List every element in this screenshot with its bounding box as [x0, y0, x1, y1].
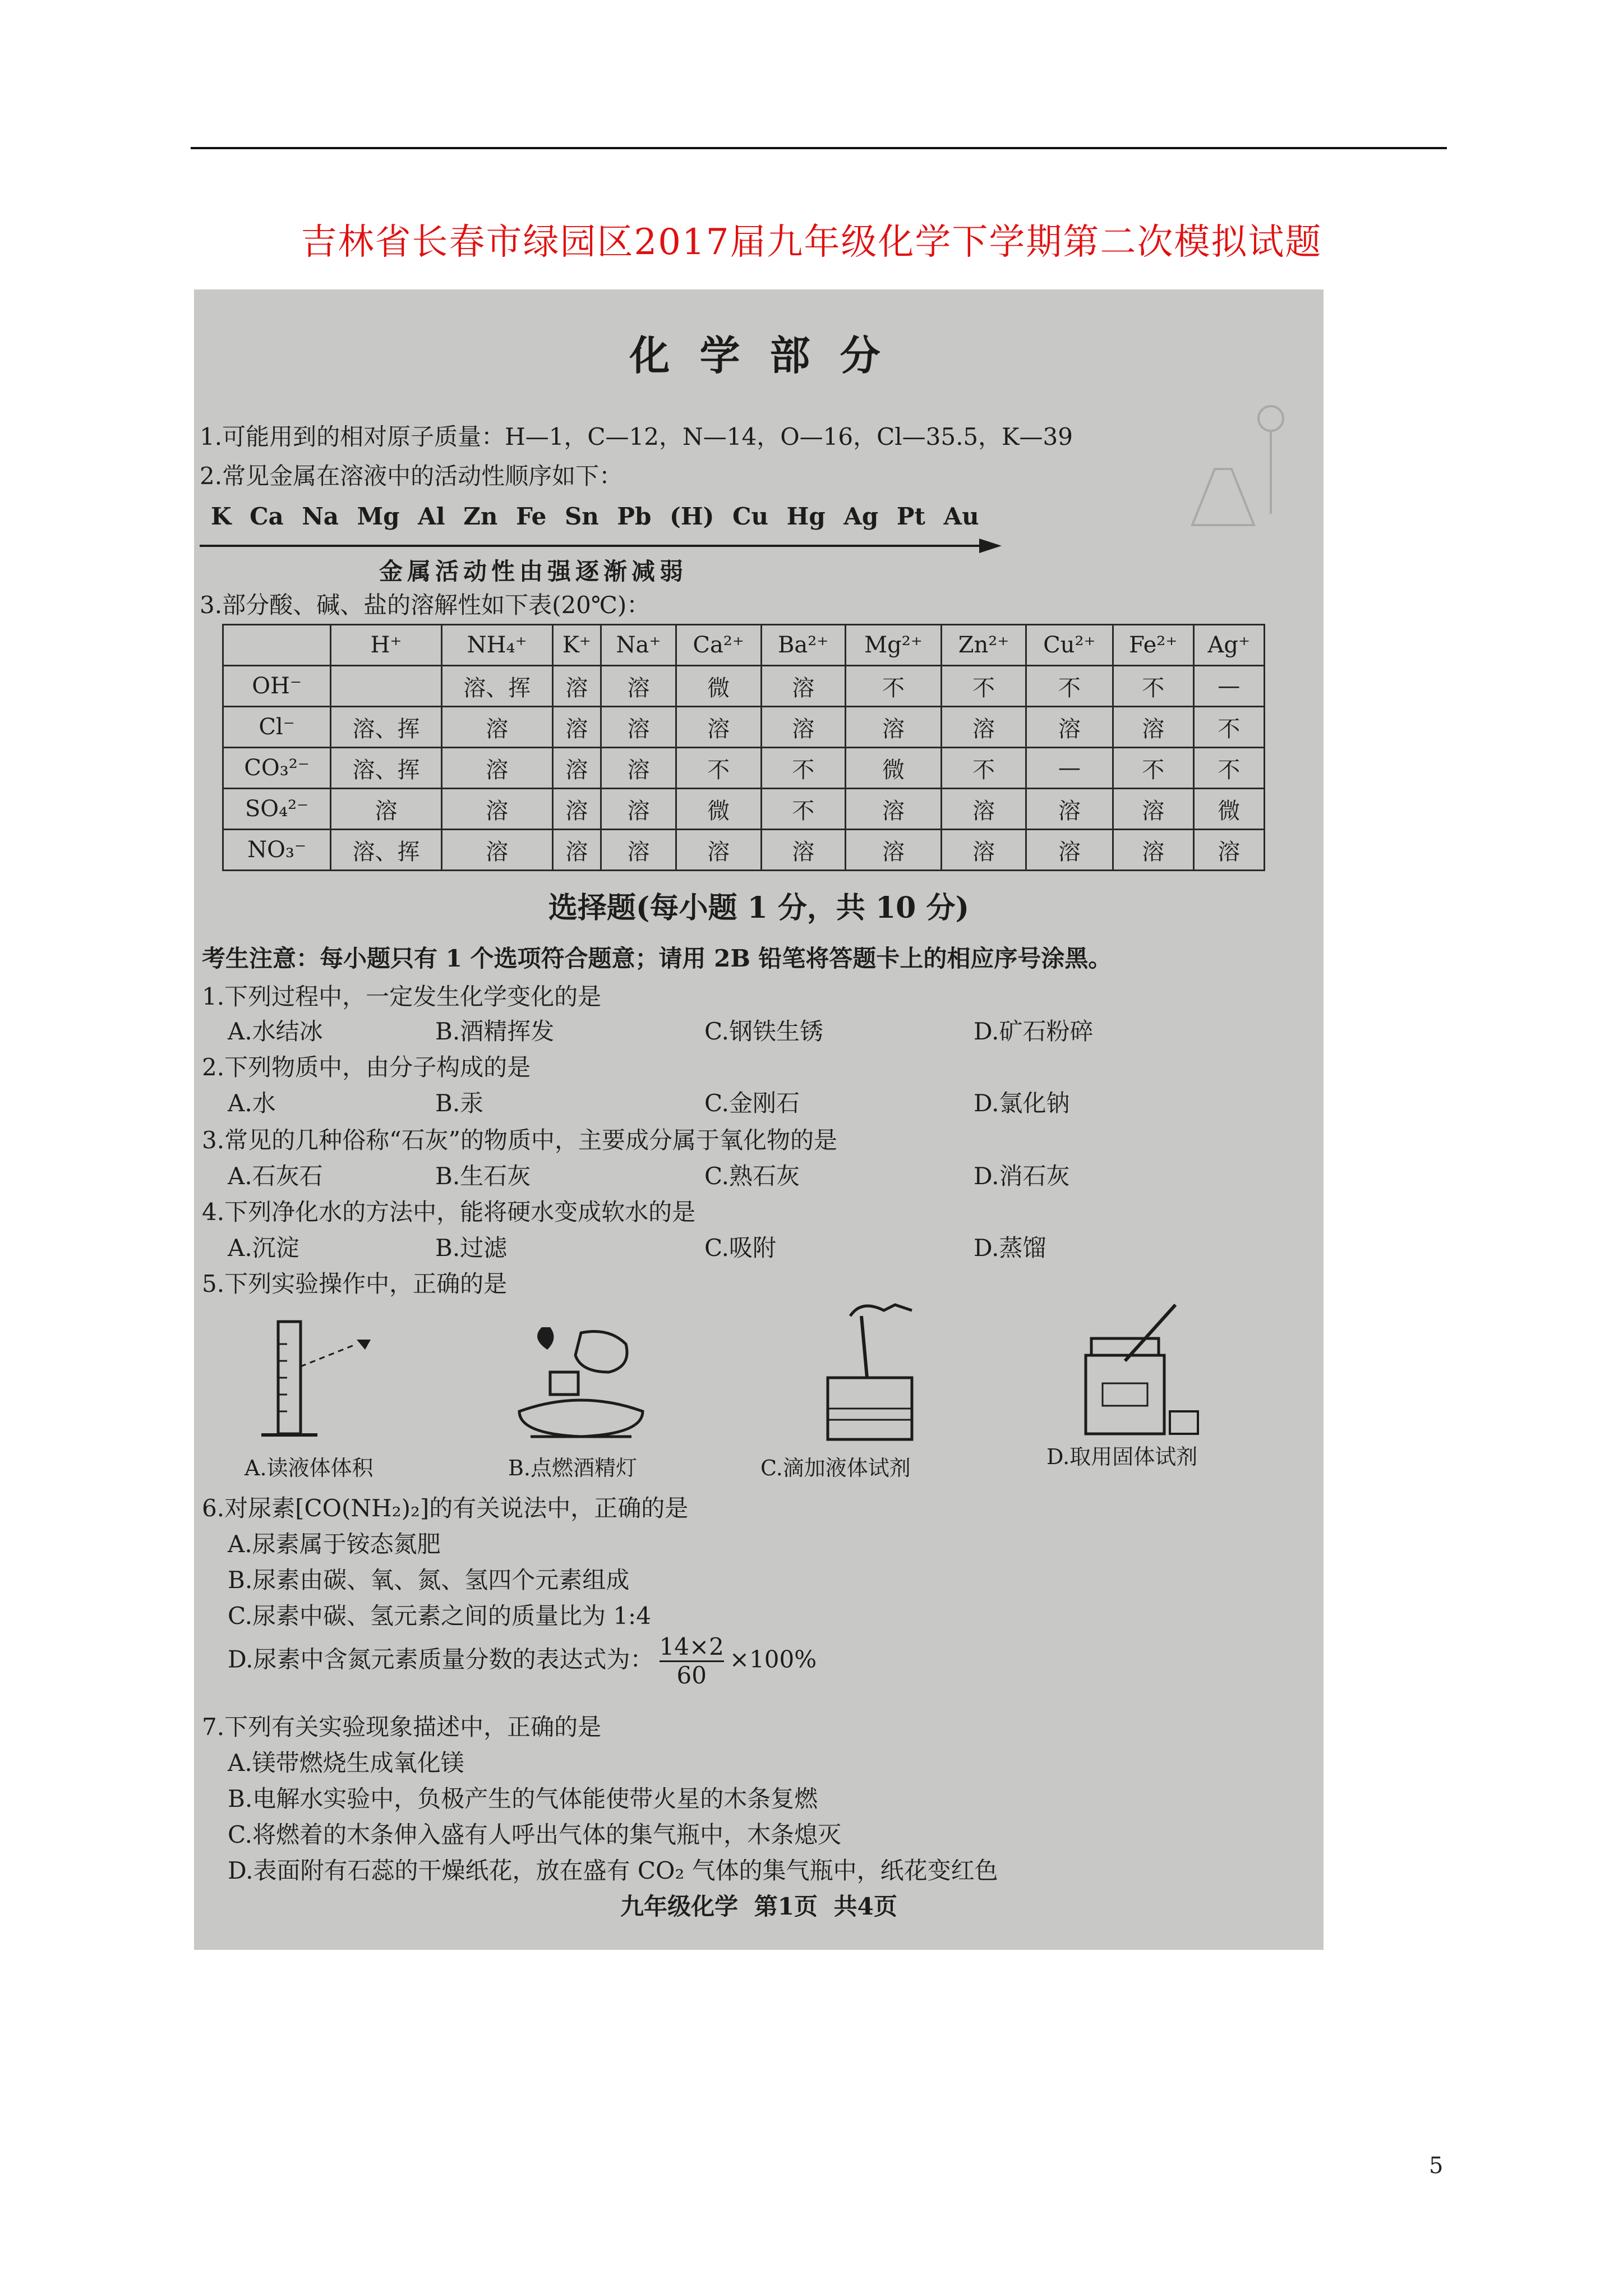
dropper-beaker-figure [783, 1294, 962, 1451]
scanned-page [194, 289, 1324, 1950]
question-7-option-c: C.将燃着的木条伸入盛有人呼出气体的集气瓶中，木条熄灭 [228, 1821, 841, 1848]
table-cell: 溶、挥 [441, 666, 552, 707]
table-cell: 溶 [845, 707, 942, 748]
alcohol-lamp-figure [497, 1310, 665, 1451]
question-6-option-d [228, 1634, 817, 1689]
table-cell [223, 625, 331, 666]
table-cell: — [1193, 666, 1264, 707]
reagent-jar-figure [1063, 1299, 1209, 1445]
table-cell: 溶 [601, 666, 676, 707]
question-6-stem: 6.对尿素[CO(NH₂)₂]的有关说法中，正确的是 [202, 1494, 689, 1522]
table-cell: 溶 [845, 789, 942, 830]
metal-activity-series: K Ca Na Mg Al Zn Fe Sn Pb (H) Cu Hg Ag Pt Au [211, 503, 979, 530]
table-cell: 溶 [441, 707, 552, 748]
table-cell: 溶 [942, 707, 1026, 748]
question-4-stem: 4.下列净化水的方法中，能将硬水变成软水的是 [202, 1198, 696, 1226]
question-2-stem: 2.下列物质中，由分子构成的是 [202, 1053, 531, 1081]
question-1-option-d: D.矿石粉碎 [974, 1018, 1094, 1045]
table-cell: Ca²⁺ [676, 625, 761, 666]
table-cell: 不 [1113, 748, 1193, 789]
table-cell: 不 [942, 748, 1026, 789]
question-2-option-d: D.氯化钠 [974, 1089, 1070, 1117]
table-cell: 溶、挥 [331, 830, 442, 871]
question-5-option-d: D.取用固体试剂 [1046, 1444, 1198, 1469]
table-cell: 溶 [441, 748, 552, 789]
question-4-option-d: D.蒸馏 [974, 1234, 1046, 1262]
table-cell: CO₃²⁻ [223, 748, 331, 789]
table-row [223, 707, 1265, 748]
question-1-option-b: B.酒精挥发 [435, 1018, 555, 1045]
table-cell: 微 [845, 748, 942, 789]
fraction-denominator: 60 [676, 1662, 707, 1689]
table-cell: Na⁺ [601, 625, 676, 666]
scan-footer: 九年级化学 第1页 共4页 [620, 1893, 897, 1920]
table-row [223, 666, 1265, 707]
table-cell [331, 666, 442, 707]
activity-arrow-head [979, 539, 1002, 553]
nitrogen-fraction [660, 1634, 724, 1689]
table-cell: NH₄⁺ [441, 625, 552, 666]
question-5-option-b: B.点燃酒精灯 [508, 1456, 638, 1480]
atomic-mass-line: 1.可能用到的相对原子质量：H—1，C—12，N—14，O—16，Cl—35.5，K—39 [200, 423, 1073, 450]
header-rule [191, 147, 1447, 149]
question-6-option-c: C.尿素中碳、氢元素之间的质量比为 1:4 [228, 1602, 651, 1630]
table-cell: 不 [1113, 666, 1193, 707]
table-cell: SO₄²⁻ [223, 789, 331, 830]
table-cell: 不 [1026, 666, 1113, 707]
table-cell: 溶 [1113, 707, 1193, 748]
question-4-option-b: B.过滤 [435, 1234, 508, 1262]
question-7-option-b: B.电解水实验中，负极产生的气体能使带火星的木条复燃 [228, 1785, 818, 1812]
table-cell: 溶 [601, 748, 676, 789]
table-cell: 溶 [601, 789, 676, 830]
table-cell: 溶 [942, 789, 1026, 830]
table-cell: 溶 [1193, 830, 1264, 871]
table-cell: Zn²⁺ [942, 625, 1026, 666]
table-cell: 溶 [1113, 830, 1193, 871]
table-cell: 溶 [331, 789, 442, 830]
table-cell: 溶 [552, 707, 601, 748]
question-6-option-b: B.尿素由碳、氧、氮、氢四个元素组成 [228, 1566, 630, 1594]
question-4-option-a: A.沉淀 [228, 1234, 299, 1262]
table-cell: 微 [676, 789, 761, 830]
table-cell: 不 [845, 666, 942, 707]
question-1-stem: 1.下列过程中，一定发生化学变化的是 [202, 983, 602, 1010]
table-cell: 溶 [1113, 789, 1193, 830]
table-cell: Ag⁺ [1193, 625, 1264, 666]
table-row [223, 830, 1265, 871]
table-cell: Fe²⁺ [1113, 625, 1193, 666]
table-row [223, 748, 1265, 789]
table-cell: 溶、挥 [331, 707, 442, 748]
question-6-option-d-suffix: ×100% [729, 1645, 817, 1673]
table-cell: 溶 [552, 830, 601, 871]
activity-arrow-label: 金属活动性由强逐渐减弱 [379, 558, 688, 585]
table-cell: H⁺ [331, 625, 442, 666]
question-3-option-c: C.熟石灰 [704, 1162, 800, 1190]
bleed-through-flask [1181, 402, 1310, 547]
table-cell: 溶 [552, 748, 601, 789]
question-1-option-a: A.水结冰 [228, 1018, 323, 1045]
table-cell: 不 [761, 748, 845, 789]
question-1-option-c: C.钢铁生锈 [704, 1018, 823, 1045]
solubility-table [222, 624, 1265, 871]
question-5-option-c: C.滴加液体试剂 [760, 1456, 911, 1480]
table-cell: 溶 [1026, 830, 1113, 871]
table-cell: 溶、挥 [331, 748, 442, 789]
table-cell: 溶 [441, 789, 552, 830]
question-7-option-a: A.镁带燃烧生成氧化镁 [228, 1749, 464, 1777]
table-cell: 不 [1193, 707, 1264, 748]
table-cell: 溶 [552, 789, 601, 830]
question-6-option-d-prefix: D.尿素中含氮元素质量分数的表达式为： [228, 1645, 654, 1673]
table-header-row [223, 625, 1265, 666]
question-3-option-b: B.生石灰 [435, 1162, 531, 1190]
table-cell: 不 [942, 666, 1026, 707]
multiple-choice-heading: 选择题(每小题 1 分，共 10 分) [548, 891, 970, 925]
table-cell: NO₃⁻ [223, 830, 331, 871]
table-cell: 溶 [761, 830, 845, 871]
table-cell: Ba²⁺ [761, 625, 845, 666]
exam-notice: 考生注意：每小题只有 1 个选项符合题意；请用 2B 铅笔将答题卡上的相应序号涂黑。 [202, 945, 1112, 972]
question-4-option-c: C.吸附 [704, 1234, 776, 1262]
table-cell: 溶 [676, 707, 761, 748]
question-7-option-d: D.表面附有石蕊的干燥纸花，放在盛有 CO₂ 气体的集气瓶中，纸花变红色 [228, 1857, 998, 1884]
table-cell: 溶 [1026, 789, 1113, 830]
table-cell: 微 [676, 666, 761, 707]
question-3-option-a: A.石灰石 [228, 1162, 323, 1190]
question-7-stem: 7.下列有关实验现象描述中，正确的是 [202, 1713, 602, 1741]
table-cell: OH⁻ [223, 666, 331, 707]
question-2-option-a: A.水 [228, 1089, 276, 1117]
question-2-option-c: C.金刚石 [704, 1089, 800, 1117]
solubility-intro-line: 3.部分酸、碱、盐的溶解性如下表(20℃)： [200, 591, 651, 619]
table-cell: 溶 [761, 707, 845, 748]
table-cell: 溶 [552, 666, 601, 707]
table-cell: 溶 [676, 830, 761, 871]
table-cell: 溶 [601, 830, 676, 871]
table-cell: 溶 [942, 830, 1026, 871]
activity-intro-line: 2.常见金属在溶液中的活动性顺序如下： [200, 462, 623, 490]
activity-arrow-shaft [200, 545, 985, 547]
graduated-cylinder-figure [239, 1310, 396, 1451]
table-cell: — [1026, 748, 1113, 789]
question-5-stem: 5.下列实验操作中，正确的是 [202, 1270, 508, 1297]
table-cell: 溶 [761, 666, 845, 707]
table-cell: 不 [676, 748, 761, 789]
table-cell: 溶 [1026, 707, 1113, 748]
table-cell: 溶 [441, 830, 552, 871]
document-title: 吉林省长春市绿园区2017届九年级化学下学期第二次模拟试题 [301, 222, 1322, 263]
table-cell: 不 [1193, 748, 1264, 789]
page-number: 5 [1429, 2153, 1444, 2179]
fraction-numerator: 14×2 [660, 1634, 724, 1662]
question-2-option-b: B.汞 [435, 1089, 484, 1117]
table-cell: 溶 [845, 830, 942, 871]
table-cell: Mg²⁺ [845, 625, 942, 666]
table-cell: 微 [1193, 789, 1264, 830]
table-row [223, 789, 1265, 830]
table-cell: Cl⁻ [223, 707, 331, 748]
table-cell: 不 [761, 789, 845, 830]
question-5-option-a: A.读液体体积 [245, 1456, 374, 1480]
question-6-option-a: A.尿素属于铵态氮肥 [228, 1530, 441, 1558]
question-3-option-d: D.消石灰 [974, 1162, 1070, 1190]
question-3-stem: 3.常见的几种俗称“石灰”的物质中，主要成分属于氧化物的是 [202, 1126, 838, 1154]
table-cell: Cu²⁺ [1026, 625, 1113, 666]
section-heading: 化 学 部 分 [629, 332, 888, 379]
table-cell: 溶 [601, 707, 676, 748]
table-cell: K⁺ [552, 625, 601, 666]
